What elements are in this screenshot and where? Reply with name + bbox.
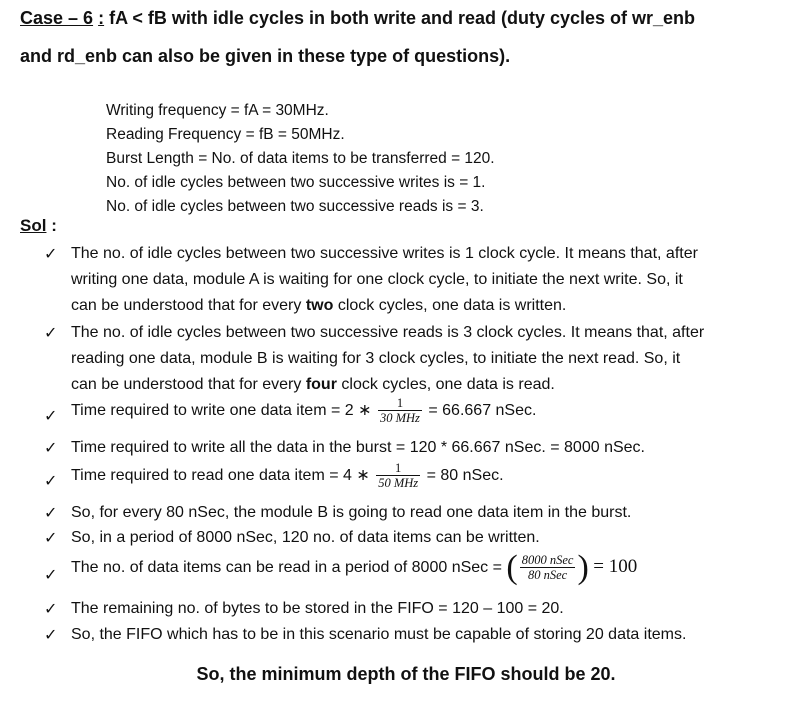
- case-heading-text: fA < fB with idle cycles in both write and read (duty cycles of wr_enb: [109, 8, 696, 28]
- fraction-numerator: 1: [395, 461, 402, 475]
- check-icon: ✓: [44, 408, 58, 425]
- check-icon: ✓: [44, 473, 58, 490]
- bullet2-line2: reading one data, module B is waiting for 3 clock cycles, to initiate the next read. So, it: [71, 350, 681, 367]
- check-icon: ✓: [44, 627, 58, 644]
- check-icon: ✓: [44, 505, 58, 522]
- fraction-numerator: 1: [396, 396, 404, 410]
- check-icon: ✓: [44, 530, 58, 547]
- given-writing-frequency: Writing frequency = fA = 30MHz.: [106, 102, 329, 119]
- bullet2-line3: [71, 376, 555, 394]
- sol-text: Sol: [20, 216, 47, 235]
- case-heading-line2: and rd_enb can also be given in these type of questions).: [20, 46, 511, 66]
- bullet2-text-a: can be understood that for every: [71, 376, 302, 393]
- bullet1-line1: The no. of idle cycles between two successive writes is 1 clock cycle. It means that, after: [71, 245, 698, 262]
- given-burst-length: Burst Length = No. of data items to be transferred = 120.: [106, 150, 495, 167]
- bullet1-text-a: can be understood that for every: [71, 297, 302, 314]
- bullet3-write-time: [71, 397, 536, 425]
- fraction-denominator: 50 MHz: [378, 476, 419, 490]
- sol-colon: :: [51, 216, 57, 235]
- bullet1-line3: [71, 297, 566, 315]
- bullet1-emphasis: two: [305, 297, 334, 314]
- bullet3-pre: Time required to write one data item = 2 ∗: [71, 402, 372, 420]
- bullet8-items-read: The no. of data items can be read in a period of 8000 nSec = ( $\frac{\text{8000 nSec}}{\text{80 nSec}}$ ) = 100: [71, 549, 638, 586]
- bullet5-post: = 80 nSec.: [426, 467, 504, 485]
- given-write-idle-cycles: No. of idle cycles between two successive writes is = 1.: [106, 174, 486, 191]
- conclusion: So, the minimum depth of the FIFO should be 20.: [196, 664, 616, 684]
- bullet2-line1: The no. of idle cycles between two successive reads is 3 clock cycles. It means that, after: [71, 324, 705, 341]
- bullet9-remaining: The remaining no. of bytes to be stored in the FIFO = 120 – 100 = 20.: [71, 600, 564, 617]
- check-icon: ✓: [44, 246, 58, 263]
- bullet7-items-written: So, in a period of 8000 nSec, 120 no. of data items can be written.: [71, 529, 540, 546]
- fraction-denominator: 30 MHz: [379, 411, 420, 425]
- fraction-numerator: 8000 nSec: [521, 553, 574, 567]
- bullet10-fifo-capacity: So, the FIFO which has to be in this scenario must be capable of storing 20 data items.: [71, 626, 687, 643]
- case-colon: :: [98, 8, 105, 28]
- solution-label: [20, 216, 57, 236]
- bullet1-line2: writing one data, module A is waiting for one clock cycle, to initiate the next write. So, it: [71, 271, 683, 288]
- bullet2-text-c: clock cycles, one data is read.: [341, 376, 555, 393]
- fraction-denominator: 80 nSec: [520, 567, 576, 582]
- bullet5-read-time: [71, 462, 504, 490]
- fraction-8000-over-80: [520, 554, 576, 582]
- fraction-1-over-50mhz: [376, 462, 420, 490]
- check-icon: ✓: [44, 601, 58, 618]
- case-heading-line1: [20, 8, 695, 29]
- bullet8-pre: The no. of data items can be read in a period of 8000 nSec =: [71, 559, 502, 577]
- bullet6-read-rate: So, for every 80 nSec, the module B is going to read one data item in the burst.: [71, 504, 632, 521]
- bullet5-pre: Time required to read one data item = 4 ∗: [71, 467, 370, 485]
- check-icon: ✓: [44, 325, 58, 342]
- bullet1-text-c: clock cycles, one data is written.: [337, 297, 567, 314]
- bullet3-post: = 66.667 nSec.: [428, 402, 537, 420]
- bullet8-post: = 100: [593, 556, 638, 578]
- bullet4-burst-write-time: Time required to write all the data in the burst = 120 * 66.667 nSec. = 8000 nSec.: [71, 439, 645, 456]
- given-reading-frequency: Reading Frequency = fB = 50MHz.: [106, 126, 345, 143]
- case-label: Case – 6: [20, 8, 94, 28]
- bullet2-emphasis: four: [305, 376, 337, 393]
- check-icon: ✓: [44, 567, 58, 584]
- fraction-1-over-30mhz: [378, 397, 422, 425]
- given-read-idle-cycles: No. of idle cycles between two successive reads is = 3.: [106, 198, 484, 215]
- check-icon: ✓: [44, 440, 58, 457]
